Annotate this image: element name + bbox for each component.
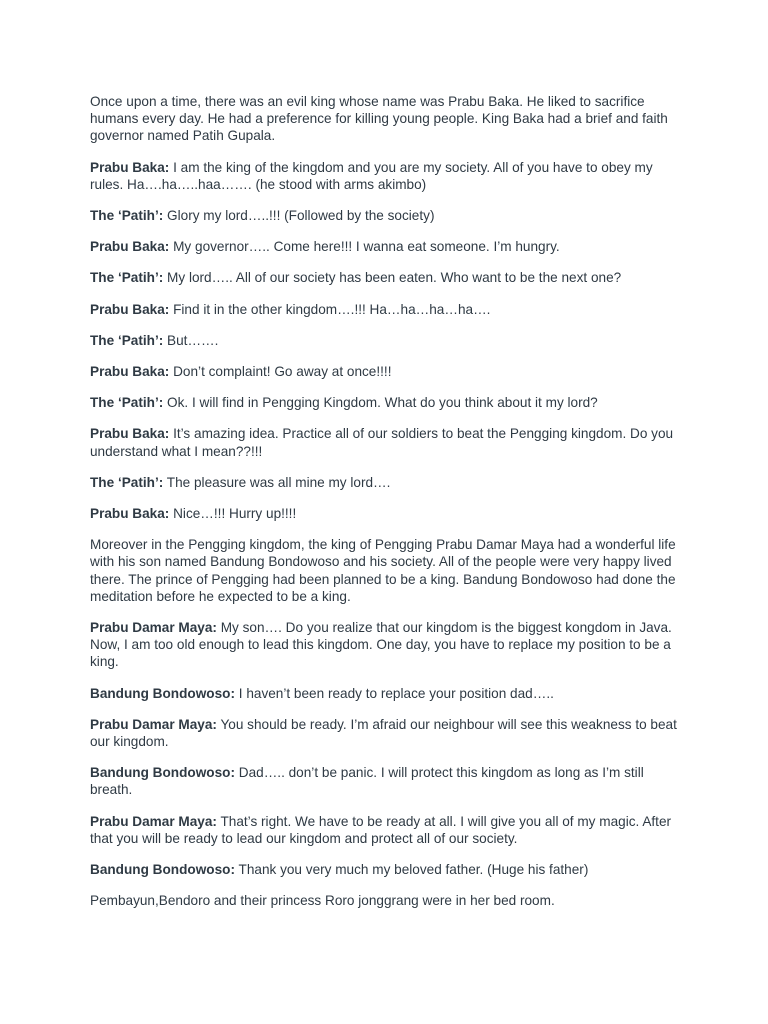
speaker-name: The ‘Patih’:: [90, 208, 164, 224]
dialogue-line: [90, 474, 678, 491]
dialogue-line: [90, 764, 678, 798]
dialogue-line: [90, 238, 678, 255]
dialogue-text: My son…. Do you realize that our kingdom is the biggest kongdom in Java. Now, I am too old enough to lead this kingdom. One day, you have to replace my position to be a king.: [90, 620, 672, 670]
dialogue-text: Find it in the other kingdom….!!! Ha…ha…ha…ha….: [173, 301, 491, 317]
speaker-name: Prabu Baka:: [90, 239, 170, 255]
dialogue-line: [90, 394, 678, 411]
dialogue-line: [90, 332, 678, 349]
speaker-name: Bandung Bondowoso:: [90, 765, 235, 781]
dialogue-line: [90, 159, 678, 193]
dialogue-text: Nice…!!! Hurry up!!!!: [173, 506, 297, 522]
speaker-name: The ‘Patih’:: [90, 395, 164, 411]
speaker-name: Prabu Baka:: [90, 159, 170, 175]
paragraph-narration-2: [90, 536, 678, 605]
speaker-name: The ‘Patih’:: [90, 270, 164, 286]
speaker-name: Prabu Damar Maya:: [90, 716, 217, 732]
dialogue-line: [90, 813, 678, 847]
dialogue-text: My lord….. All of our society has been eaten. Who want to be the next one?: [167, 270, 622, 286]
speaker-name: The ‘Patih’:: [90, 332, 164, 348]
dialogue-text: That’s right. We have to be ready at all. I will give you all of my magic. After that you will be ready to lead our kingdom and protect all of our society.: [90, 813, 672, 846]
dialogue-text: Dad….. don’t be panic. I will protect this kingdom as long as I’m still breath.: [90, 765, 644, 798]
dialogue-line: [90, 861, 678, 878]
dialogue-line: [90, 505, 678, 522]
dialogue-text: Glory my lord…..!!! (Followed by the society): [167, 208, 435, 224]
dialogue-line: [90, 207, 678, 224]
dialogue-text: Ok. I will find in Pengging Kingdom. What do you think about it my lord?: [167, 395, 598, 411]
speaker-name: Prabu Baka:: [90, 506, 170, 522]
dialogue-line: [90, 685, 678, 702]
dialogue-line: [90, 619, 678, 671]
speaker-name: Prabu Damar Maya:: [90, 813, 217, 829]
dialogue-text: It’s amazing idea. Practice all of our soldiers to beat the Pengging kingdom. Do you understand what I mean??!!!: [90, 426, 674, 459]
document-page: [90, 93, 678, 924]
dialogue-text: You should be ready. I’m afraid our neighbour will see this weakness to beat our kingdom.: [90, 716, 677, 750]
speaker-name: Bandung Bondowoso:: [90, 685, 235, 701]
dialogue-line: [90, 425, 678, 459]
dialogue-line: [90, 301, 678, 318]
speaker-name: The ‘Patih’:: [90, 474, 164, 490]
dialogue-line: [90, 716, 678, 750]
speaker-name: Prabu Baka:: [90, 301, 170, 317]
dialogue-line: [90, 269, 678, 286]
dialogue-text: My governor….. Come here!!! I wanna eat someone. I’m hungry.: [173, 239, 560, 255]
dialogue-text: Thank you very much my beloved father. (Huge his father): [238, 862, 589, 878]
dialogue-text: I haven’t been ready to replace your position dad…..: [238, 685, 554, 701]
dialogue-line: [90, 363, 678, 380]
speaker-name: Prabu Baka:: [90, 426, 170, 442]
paragraph-text: Once upon a time, there was an evil king whose name was Prabu Baka. He liked to sacrifice humans every day. He had a preference for killing young people. King Baka had a brief and faith governor named Patih Gupala.: [90, 94, 668, 144]
dialogue-text: Don’t complaint! Go away at once!!!!: [173, 364, 392, 380]
paragraph-text: Pembayun,Bendoro and their princess Roro jonggrang were in her bed room.: [90, 893, 555, 909]
speaker-name: Bandung Bondowoso:: [90, 862, 235, 878]
dialogue-text: The pleasure was all mine my lord….: [166, 474, 391, 490]
speaker-name: Prabu Baka:: [90, 364, 170, 380]
dialogue-text: But…….: [167, 332, 219, 348]
paragraph-text: Moreover in the Pengging kingdom, the king of Pengging Prabu Damar Maya had a wonderful life with his son named Bandung Bondowoso and his society. All of the people were very happy lived there. The prince of Pengging had been planned to be a king. Bandung Bondowoso had done the meditation before he expected to be a king.: [90, 537, 676, 604]
dialogue-text: I am the king of the kingdom and you are my society. All of you have to obey my rules. Ha….ha…..haa……. (he stood with arms akimbo): [90, 159, 653, 192]
paragraph-narration-3: [90, 892, 678, 909]
speaker-name: Prabu Damar Maya:: [90, 620, 217, 636]
paragraph-narration-1: [90, 93, 678, 145]
